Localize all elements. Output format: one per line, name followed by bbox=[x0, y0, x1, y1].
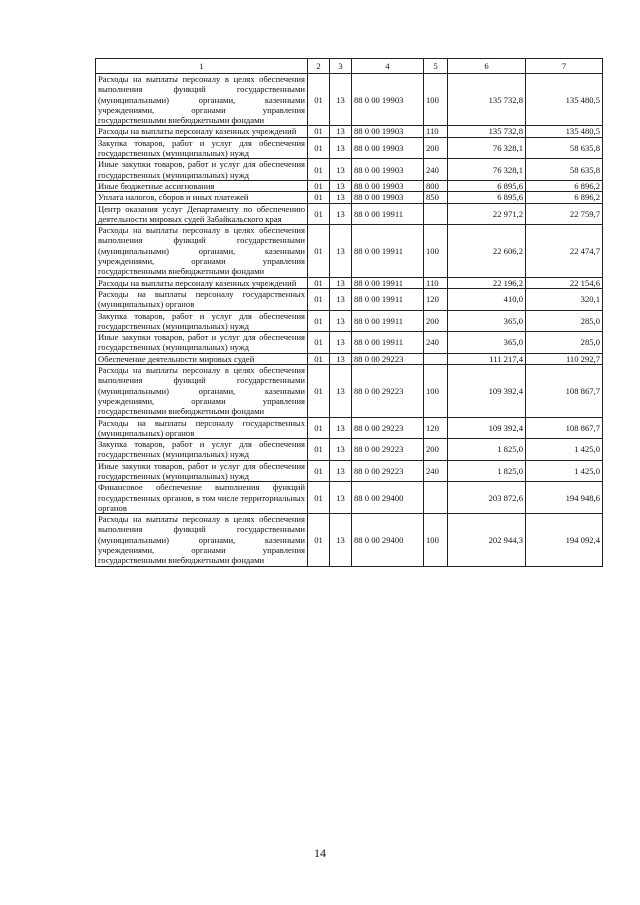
expense-type-cell: 200 bbox=[424, 310, 448, 332]
subsection-code-cell: 13 bbox=[330, 180, 352, 191]
amount-year2-cell: 22 154,6 bbox=[526, 277, 603, 288]
expense-type-cell bbox=[424, 482, 448, 514]
subsection-code-cell: 13 bbox=[330, 514, 352, 566]
subsection-code-cell: 13 bbox=[330, 288, 352, 310]
target-article-cell: 88 0 00 19903 bbox=[352, 180, 424, 191]
expense-name-cell: Расходы на выплаты персоналу в целях обеспечения выполнения функций государственными (муниципальными) органами, казенными учреждениями, органами управления государственными внебюджетными фондами bbox=[96, 514, 308, 566]
target-article-cell: 88 0 00 29223 bbox=[352, 365, 424, 417]
column-number: 7 bbox=[526, 59, 603, 74]
amount-year2-cell: 1 425,0 bbox=[526, 439, 603, 461]
section-code-cell: 01 bbox=[308, 192, 330, 203]
section-code-cell: 01 bbox=[308, 180, 330, 191]
table-row bbox=[96, 332, 603, 354]
amount-year2-cell: 22 474,7 bbox=[526, 225, 603, 277]
subsection-code-cell: 13 bbox=[330, 137, 352, 159]
amount-year2-cell: 285,0 bbox=[526, 332, 603, 354]
expense-name-cell: Иные бюджетные ассигнования bbox=[96, 180, 308, 191]
amount-year1-cell: 22 196,2 bbox=[448, 277, 526, 288]
section-code-cell: 01 bbox=[308, 126, 330, 137]
amount-year1-cell: 6 895,6 bbox=[448, 180, 526, 191]
expense-name-cell: Расходы на выплаты персоналу государственных (муниципальных) органов bbox=[96, 288, 308, 310]
table-row bbox=[96, 126, 603, 137]
amount-year1-cell: 365,0 bbox=[448, 310, 526, 332]
section-code-cell: 01 bbox=[308, 482, 330, 514]
subsection-code-cell: 13 bbox=[330, 439, 352, 461]
target-article-cell: 88 0 00 19903 bbox=[352, 192, 424, 203]
table-row bbox=[96, 288, 603, 310]
table-row bbox=[96, 365, 603, 417]
expense-name-cell: Расходы на выплаты персоналу в целях обеспечения выполнения функций государственными (муниципальными) органами, казенными учреждениями, органами управления государственными внебюджетными фондами bbox=[96, 365, 308, 417]
section-code-cell: 01 bbox=[308, 288, 330, 310]
expense-type-cell: 240 bbox=[424, 332, 448, 354]
expense-type-cell: 240 bbox=[424, 460, 448, 482]
amount-year1-cell: 1 825,0 bbox=[448, 439, 526, 461]
expense-type-cell bbox=[424, 353, 448, 364]
section-code-cell: 01 bbox=[308, 365, 330, 417]
expense-name-cell: Центр оказания услуг Департаменту по обеспечению деятельности мировых судей Забайкальского края bbox=[96, 203, 308, 225]
amount-year1-cell: 109 392,4 bbox=[448, 417, 526, 439]
table-row bbox=[96, 225, 603, 277]
subsection-code-cell: 13 bbox=[330, 417, 352, 439]
table-row bbox=[96, 353, 603, 364]
expense-name-cell: Расходы на выплаты персоналу казенных учреждений bbox=[96, 277, 308, 288]
subsection-code-cell: 13 bbox=[330, 126, 352, 137]
column-number: 3 bbox=[330, 59, 352, 74]
expense-name-cell: Уплата налогов, сборов и иных платежей bbox=[96, 192, 308, 203]
subsection-code-cell: 13 bbox=[330, 203, 352, 225]
amount-year1-cell: 135 732,8 bbox=[448, 126, 526, 137]
expense-type-cell: 200 bbox=[424, 439, 448, 461]
amount-year2-cell: 285,0 bbox=[526, 310, 603, 332]
subsection-code-cell: 13 bbox=[330, 482, 352, 514]
amount-year1-cell: 22 606,2 bbox=[448, 225, 526, 277]
amount-year2-cell: 135 480,5 bbox=[526, 74, 603, 126]
table-row bbox=[96, 310, 603, 332]
amount-year1-cell: 111 217,4 bbox=[448, 353, 526, 364]
target-article-cell: 88 0 00 29223 bbox=[352, 353, 424, 364]
subsection-code-cell: 13 bbox=[330, 353, 352, 364]
amount-year2-cell: 194 948,6 bbox=[526, 482, 603, 514]
target-article-cell: 88 0 00 19911 bbox=[352, 310, 424, 332]
expense-type-cell: 120 bbox=[424, 288, 448, 310]
expense-type-cell: 200 bbox=[424, 137, 448, 159]
amount-year1-cell: 203 872,6 bbox=[448, 482, 526, 514]
expense-name-cell: Обеспечение деятельности мировых судей bbox=[96, 353, 308, 364]
target-article-cell: 88 0 00 29400 bbox=[352, 482, 424, 514]
expense-name-cell: Финансовое обеспечение выполнения функций государственных органов, в том числе территориальных органов bbox=[96, 482, 308, 514]
target-article-cell: 88 0 00 19903 bbox=[352, 126, 424, 137]
subsection-code-cell: 13 bbox=[330, 310, 352, 332]
section-code-cell: 01 bbox=[308, 353, 330, 364]
expense-type-cell: 100 bbox=[424, 514, 448, 566]
budget-table bbox=[95, 58, 603, 567]
target-article-cell: 88 0 00 29400 bbox=[352, 514, 424, 566]
expense-name-cell: Расходы на выплаты персоналу в целях обеспечения выполнения функций государственными (муниципальными) органами, казенными учреждениями, органами управления государственными внебюджетными фондами bbox=[96, 225, 308, 277]
expense-name-cell: Расходы на выплаты персоналу в целях обеспечения выполнения функций государственными (муниципальными) органами, казенными учреждениями, органами управления государственными внебюджетными фондами bbox=[96, 74, 308, 126]
target-article-cell: 88 0 00 19903 bbox=[352, 74, 424, 126]
amount-year2-cell: 108 867,7 bbox=[526, 365, 603, 417]
section-code-cell: 01 bbox=[308, 332, 330, 354]
subsection-code-cell: 13 bbox=[330, 74, 352, 126]
amount-year2-cell: 22 759,7 bbox=[526, 203, 603, 225]
table-row bbox=[96, 460, 603, 482]
section-code-cell: 01 bbox=[308, 439, 330, 461]
expense-type-cell: 800 bbox=[424, 180, 448, 191]
table-row bbox=[96, 74, 603, 126]
expense-type-cell: 100 bbox=[424, 225, 448, 277]
column-number: 1 bbox=[96, 59, 308, 74]
amount-year2-cell: 58 635,8 bbox=[526, 137, 603, 159]
target-article-cell: 88 0 00 19903 bbox=[352, 137, 424, 159]
subsection-code-cell: 13 bbox=[330, 460, 352, 482]
expense-type-cell: 100 bbox=[424, 365, 448, 417]
subsection-code-cell: 13 bbox=[330, 225, 352, 277]
section-code-cell: 01 bbox=[308, 137, 330, 159]
amount-year1-cell: 135 732,8 bbox=[448, 74, 526, 126]
section-code-cell: 01 bbox=[308, 277, 330, 288]
amount-year2-cell: 135 480,5 bbox=[526, 126, 603, 137]
target-article-cell: 88 0 00 19911 bbox=[352, 225, 424, 277]
amount-year2-cell: 320,1 bbox=[526, 288, 603, 310]
expense-name-cell: Иные закупки товаров, работ и услуг для обеспечения государственных (муниципальных) нужд bbox=[96, 159, 308, 181]
amount-year1-cell: 109 392,4 bbox=[448, 365, 526, 417]
section-code-cell: 01 bbox=[308, 460, 330, 482]
section-code-cell: 01 bbox=[308, 225, 330, 277]
amount-year1-cell: 410,0 bbox=[448, 288, 526, 310]
column-number: 5 bbox=[424, 59, 448, 74]
amount-year2-cell: 108 867,7 bbox=[526, 417, 603, 439]
amount-year2-cell: 6 896,2 bbox=[526, 180, 603, 191]
page-number: 14 bbox=[314, 846, 326, 860]
expense-name-cell: Расходы на выплаты персоналу казенных учреждений bbox=[96, 126, 308, 137]
target-article-cell: 88 0 00 19911 bbox=[352, 288, 424, 310]
expense-name-cell: Закупка товаров, работ и услуг для обеспечения государственных (муниципальных) нужд bbox=[96, 439, 308, 461]
amount-year1-cell: 365,0 bbox=[448, 332, 526, 354]
amount-year1-cell: 76 328,1 bbox=[448, 159, 526, 181]
expense-type-cell: 850 bbox=[424, 192, 448, 203]
column-number: 2 bbox=[308, 59, 330, 74]
expense-type-cell: 100 bbox=[424, 74, 448, 126]
subsection-code-cell: 13 bbox=[330, 192, 352, 203]
expense-name-cell: Закупка товаров, работ и услуг для обеспечения государственных (муниципальных) нужд bbox=[96, 310, 308, 332]
expense-type-cell bbox=[424, 203, 448, 225]
expense-name-cell: Иные закупки товаров, работ и услуг для обеспечения государственных (муниципальных) нужд bbox=[96, 332, 308, 354]
section-code-cell: 01 bbox=[308, 514, 330, 566]
amount-year2-cell: 194 092,4 bbox=[526, 514, 603, 566]
section-code-cell: 01 bbox=[308, 203, 330, 225]
expense-type-cell: 110 bbox=[424, 277, 448, 288]
table-row bbox=[96, 137, 603, 159]
section-code-cell: 01 bbox=[308, 417, 330, 439]
target-article-cell: 88 0 00 19911 bbox=[352, 332, 424, 354]
table-row bbox=[96, 482, 603, 514]
section-code-cell: 01 bbox=[308, 310, 330, 332]
target-article-cell: 88 0 00 19903 bbox=[352, 159, 424, 181]
subsection-code-cell: 13 bbox=[330, 332, 352, 354]
table-row bbox=[96, 159, 603, 181]
subsection-code-cell: 13 bbox=[330, 365, 352, 417]
column-number: 4 bbox=[352, 59, 424, 74]
amount-year1-cell: 1 825,0 bbox=[448, 460, 526, 482]
amount-year1-cell: 6 895,6 bbox=[448, 192, 526, 203]
expense-name-cell: Расходы на выплаты персоналу государственных (муниципальных) органов bbox=[96, 417, 308, 439]
table-row bbox=[96, 192, 603, 203]
target-article-cell: 88 0 00 19911 bbox=[352, 277, 424, 288]
amount-year1-cell: 76 328,1 bbox=[448, 137, 526, 159]
target-article-cell: 88 0 00 29223 bbox=[352, 460, 424, 482]
amount-year2-cell: 58 635,8 bbox=[526, 159, 603, 181]
section-code-cell: 01 bbox=[308, 74, 330, 126]
section-code-cell: 01 bbox=[308, 159, 330, 181]
table-row bbox=[96, 277, 603, 288]
table-row bbox=[96, 417, 603, 439]
table-row bbox=[96, 180, 603, 191]
amount-year2-cell: 110 292,7 bbox=[526, 353, 603, 364]
table-row bbox=[96, 439, 603, 461]
expense-name-cell: Закупка товаров, работ и услуг для обеспечения государственных (муниципальных) нужд bbox=[96, 137, 308, 159]
expense-name-cell: Иные закупки товаров, работ и услуг для обеспечения государственных (муниципальных) нужд bbox=[96, 460, 308, 482]
amount-year2-cell: 1 425,0 bbox=[526, 460, 603, 482]
column-number-row bbox=[96, 59, 603, 74]
expense-type-cell: 120 bbox=[424, 417, 448, 439]
subsection-code-cell: 13 bbox=[330, 159, 352, 181]
budget-table-body bbox=[96, 74, 603, 567]
amount-year1-cell: 22 971,2 bbox=[448, 203, 526, 225]
target-article-cell: 88 0 00 29223 bbox=[352, 439, 424, 461]
amount-year1-cell: 202 944,3 bbox=[448, 514, 526, 566]
table-row bbox=[96, 203, 603, 225]
target-article-cell: 88 0 00 19911 bbox=[352, 203, 424, 225]
target-article-cell: 88 0 00 29223 bbox=[352, 417, 424, 439]
amount-year2-cell: 6 896,2 bbox=[526, 192, 603, 203]
expense-type-cell: 110 bbox=[424, 126, 448, 137]
subsection-code-cell: 13 bbox=[330, 277, 352, 288]
column-number: 6 bbox=[448, 59, 526, 74]
table-row bbox=[96, 514, 603, 566]
expense-type-cell: 240 bbox=[424, 159, 448, 181]
